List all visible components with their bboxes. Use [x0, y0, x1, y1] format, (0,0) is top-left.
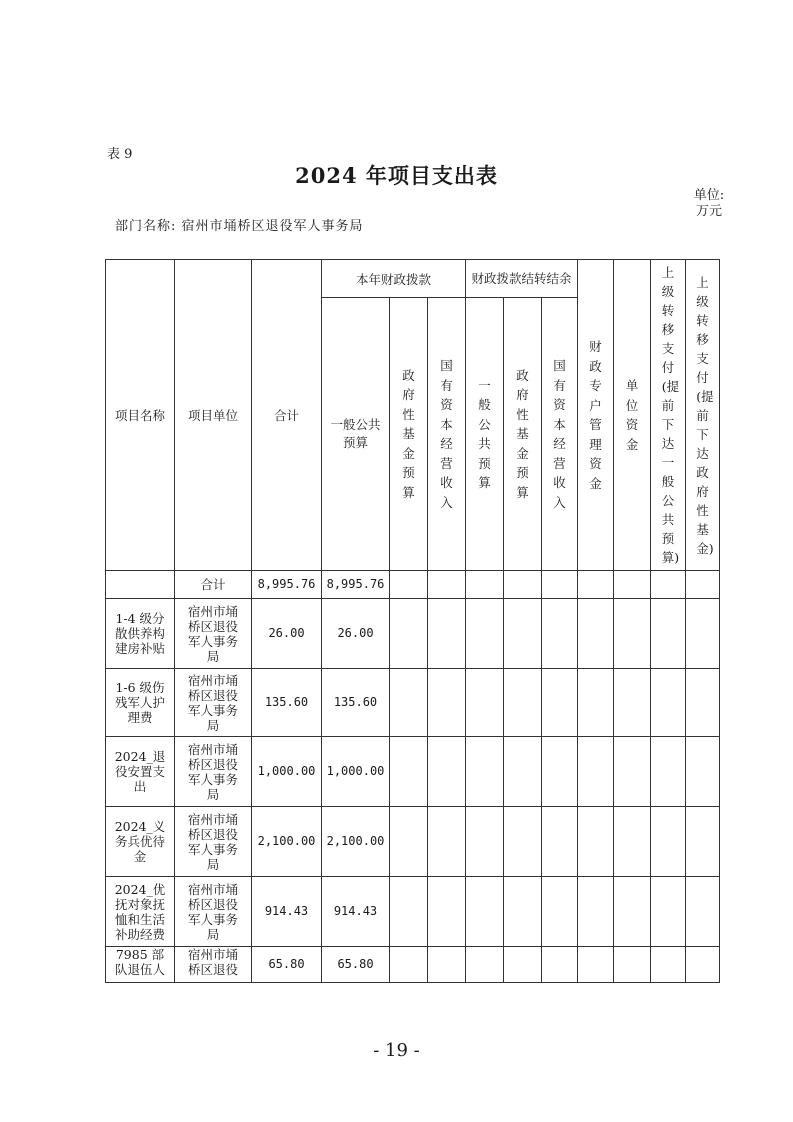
- row-name-text: 1-6 级伤残军人护理费: [114, 680, 165, 725]
- row-total: 26.00: [252, 599, 322, 669]
- page-number: - 19 -: [373, 1040, 420, 1061]
- row-name: [106, 669, 175, 737]
- row-unit: [175, 947, 252, 983]
- table-row: [106, 737, 720, 807]
- col-gov-fund-label: 政府性基金预算: [402, 367, 415, 500]
- row-unit: [175, 877, 252, 947]
- col-carry-gov-fund-label: 政府性基金预算: [516, 367, 529, 500]
- col-group-carryover-label: 财政拨款结转结余: [471, 271, 572, 286]
- page-title: 2024 年项目支出表: [295, 163, 498, 188]
- row-total: 8,995.76: [252, 571, 322, 599]
- table-row: [106, 877, 720, 947]
- row-name-text: 2024_退役安置支出: [114, 749, 166, 794]
- col-transfer-general: [651, 260, 686, 571]
- row-unit-text: 宿州市埇桥区退役军人事务局: [187, 603, 238, 664]
- table-row: [106, 599, 720, 669]
- col-unit-fund: [614, 260, 651, 571]
- row-name: [106, 571, 175, 599]
- table-row: [106, 807, 720, 877]
- table-row: [106, 669, 720, 737]
- row-unit-text: 宿州市埇桥区退役: [187, 947, 238, 977]
- row-total: 2,100.00: [252, 807, 322, 877]
- row-name: [106, 947, 175, 983]
- row-general-budget: 65.80: [322, 947, 390, 983]
- row-general-budget: 2,100.00: [322, 807, 390, 877]
- col-group-carryover: [466, 260, 578, 298]
- row-general-budget: 135.60: [322, 669, 390, 737]
- row-total: 1,000.00: [252, 737, 322, 807]
- row-total: 65.80: [252, 947, 322, 983]
- row-name-text: 1-4 级分散供养构建房补贴: [114, 611, 165, 656]
- row-unit: 合计: [175, 571, 252, 599]
- row-unit-text: 宿州市埇桥区退役军人事务局: [187, 741, 238, 802]
- row-unit: [175, 807, 252, 877]
- table-number: 表 9: [107, 147, 133, 162]
- row-unit-text: 宿州市埇桥区退役军人事务局: [187, 672, 238, 733]
- row-general-budget: 8,995.76: [322, 571, 390, 599]
- col-carry-state-capital: [542, 298, 578, 571]
- row-general-budget: 914.43: [322, 877, 390, 947]
- col-state-capital: [428, 298, 466, 571]
- project-expenditure-table: [105, 259, 720, 983]
- row-name: [106, 599, 175, 669]
- row-name-text: 2024_优抚对象抚恤和生活补助经费: [114, 881, 166, 942]
- row-total: 914.43: [252, 877, 322, 947]
- col-carry-gov-fund: [504, 298, 542, 571]
- table-row-total: [106, 571, 720, 599]
- col-unit-fund-label: 单位资金: [625, 378, 639, 452]
- col-carry-state-capital-label: 国有资本经营收入: [553, 358, 566, 510]
- table-row: [106, 947, 720, 983]
- row-name-text: 7985 部队退伍人: [114, 947, 165, 977]
- unit-label: 单位:万元: [693, 188, 725, 219]
- row-name: [106, 737, 175, 807]
- department-name: 部门名称: 宿州市埇桥区退役军人事务局: [115, 219, 364, 234]
- col-transfer-general-label: 上级转移支付(提前下达一般公共预算): [661, 265, 680, 565]
- row-name-text: 2024_义务兵优待金: [114, 819, 166, 864]
- col-gov-fund: [390, 298, 428, 571]
- row-unit-text: 宿州市埇桥区退役军人事务局: [187, 881, 238, 942]
- col-special-fund: [578, 260, 614, 571]
- row-name: [106, 807, 175, 877]
- col-transfer-gov-fund: [686, 260, 720, 571]
- row-unit-text: 宿州市埇桥区退役军人事务局: [187, 811, 238, 872]
- col-carry-general-label: 一般公共预算: [478, 377, 491, 490]
- col-project-unit: 项目单位: [175, 260, 252, 571]
- col-transfer-gov-fund-label: 上级转移支付(提前下达政府性基金): [696, 274, 714, 556]
- row-total: 135.60: [252, 669, 322, 737]
- row-unit: [175, 669, 252, 737]
- row-unit: [175, 599, 252, 669]
- row-general-budget: 26.00: [322, 599, 390, 669]
- row-name: [106, 877, 175, 947]
- col-carry-general: [466, 298, 504, 571]
- col-state-capital-label: 国有资本经营收入: [440, 358, 453, 510]
- col-special-fund-label: 财政专户管理资金: [589, 339, 602, 491]
- col-total: 合计: [252, 260, 322, 571]
- col-project-name: 项目名称: [106, 260, 175, 571]
- col-general-budget-label: 一般公共预算: [330, 417, 381, 450]
- col-general-budget: [322, 298, 390, 571]
- row-unit: [175, 737, 252, 807]
- row-general-budget: 1,000.00: [322, 737, 390, 807]
- col-group-current-year: 本年财政拨款: [322, 260, 466, 298]
